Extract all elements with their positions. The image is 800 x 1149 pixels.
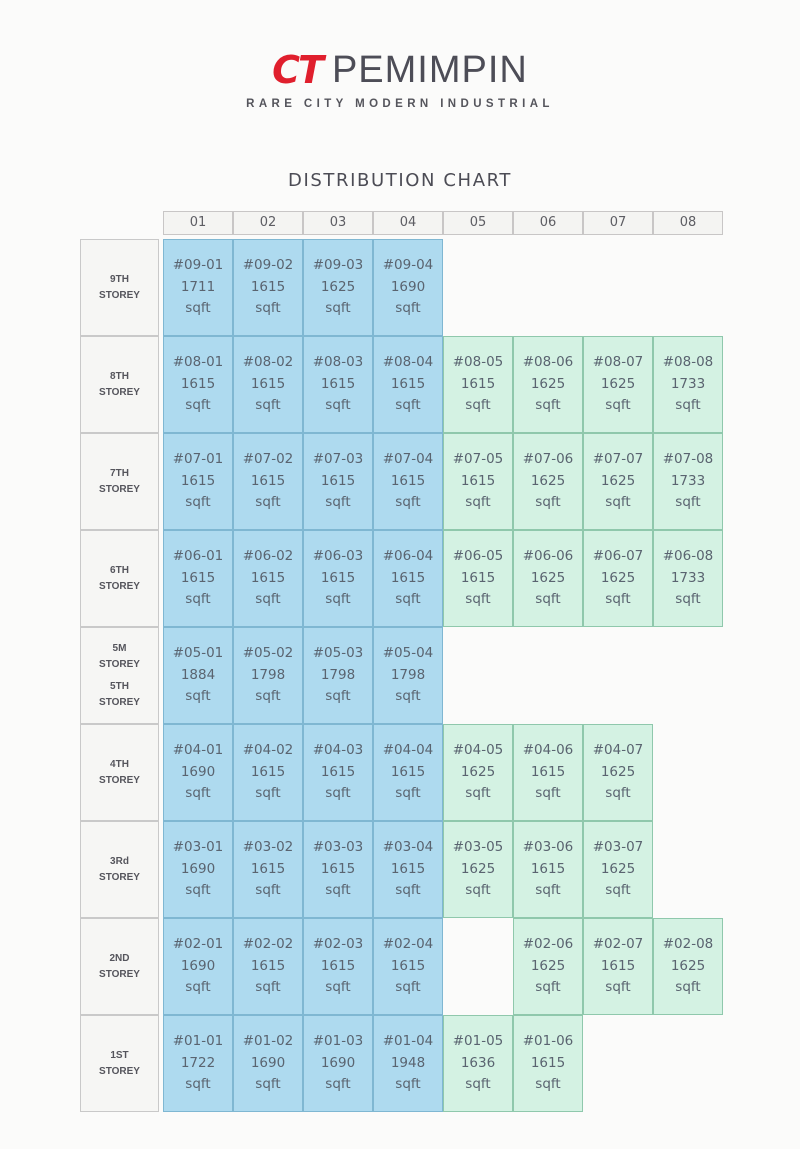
unit-area-label: sqft: [395, 882, 421, 899]
unit-cell: [513, 918, 583, 1015]
unit-cell: [233, 239, 303, 336]
unit-area-label: sqft: [185, 591, 211, 608]
unit-cell: [583, 433, 653, 530]
floor-label: [80, 1015, 159, 1112]
unit-area-label: sqft: [325, 882, 351, 899]
unit-id: #04-04: [382, 742, 434, 759]
unit-area-label: sqft: [535, 882, 561, 899]
unit-size: 1625: [600, 472, 636, 489]
unit-id: #09-04: [382, 257, 434, 274]
unit-cell: [303, 724, 373, 821]
unit-size: 1615: [250, 957, 286, 974]
unit-size: 1625: [320, 278, 356, 295]
unit-id: #07-03: [312, 451, 364, 468]
unit-size: 1798: [250, 666, 286, 683]
floor-label: [80, 433, 159, 530]
unit-id: #07-05: [452, 451, 504, 468]
unit-cell: [653, 530, 723, 627]
column-header-05: 05: [443, 211, 513, 235]
unit-size: 1615: [250, 375, 286, 392]
unit-area-label: sqft: [535, 979, 561, 996]
unit-area-label: sqft: [535, 1076, 561, 1093]
unit-cell: [233, 433, 303, 530]
unit-cell: [443, 821, 513, 918]
unit-area-label: sqft: [535, 397, 561, 414]
unit-area-label: sqft: [395, 591, 421, 608]
unit-area-label: sqft: [535, 494, 561, 511]
unit-size: 1615: [320, 957, 356, 974]
unit-cell: [233, 627, 303, 724]
unit-cell: [233, 918, 303, 1015]
unit-area-label: sqft: [605, 785, 631, 802]
unit-id: #07-06: [522, 451, 574, 468]
unit-area-label: sqft: [605, 979, 631, 996]
unit-id: #02-07: [592, 936, 644, 953]
unit-id: #06-06: [522, 548, 574, 565]
unit-size: 1733: [670, 569, 706, 586]
unit-cell: [373, 821, 443, 918]
unit-id: #03-02: [242, 839, 294, 856]
unit-size: 1625: [670, 957, 706, 974]
unit-size: 1625: [600, 375, 636, 392]
unit-id: #05-04: [382, 645, 434, 662]
unit-area-label: sqft: [395, 300, 421, 317]
floor-label-line: STOREY: [99, 1065, 140, 1077]
unit-id: #06-05: [452, 548, 504, 565]
unit-id: #01-03: [312, 1033, 364, 1050]
unit-id: #08-05: [452, 354, 504, 371]
floor-label-line: STOREY: [99, 774, 140, 786]
unit-id: #06-03: [312, 548, 364, 565]
unit-area-label: sqft: [325, 785, 351, 802]
unit-area-label: sqft: [255, 882, 281, 899]
unit-size: 1625: [530, 375, 566, 392]
unit-size: 1615: [180, 569, 216, 586]
unit-id: #03-05: [452, 839, 504, 856]
unit-size: 1615: [390, 569, 426, 586]
unit-id: #04-03: [312, 742, 364, 759]
unit-cell: [303, 821, 373, 918]
unit-area-label: sqft: [675, 591, 701, 608]
unit-size: 1615: [460, 569, 496, 586]
unit-id: #01-06: [522, 1033, 574, 1050]
unit-size: 1636: [460, 1054, 496, 1071]
unit-size: 1615: [180, 375, 216, 392]
unit-size: 1615: [460, 375, 496, 392]
unit-area-label: sqft: [185, 397, 211, 414]
unit-size: 1625: [530, 569, 566, 586]
unit-size: 1615: [390, 472, 426, 489]
unit-cell: [373, 918, 443, 1015]
floor-label-line: 3Rd: [110, 855, 129, 867]
floor-label-line: 6TH: [110, 564, 129, 576]
floor-label-line: 1ST: [110, 1049, 129, 1061]
floor-label: [80, 627, 159, 724]
unit-id: #07-02: [242, 451, 294, 468]
unit-id: #03-06: [522, 839, 574, 856]
floor-label: [80, 724, 159, 821]
unit-cell: [303, 1015, 373, 1112]
brand-tagline: RARE CITY MODERN INDUSTRIAL: [246, 98, 554, 110]
unit-cell: [163, 433, 233, 530]
unit-size: 1690: [250, 1054, 286, 1071]
floor-label: [80, 530, 159, 627]
unit-area-label: sqft: [395, 688, 421, 705]
unit-size: 1722: [180, 1054, 216, 1071]
unit-size: 1615: [250, 278, 286, 295]
unit-area-label: sqft: [395, 785, 421, 802]
unit-id: #03-01: [172, 839, 224, 856]
unit-cell: [163, 336, 233, 433]
column-header-06: 06: [513, 211, 583, 235]
unit-cell: [513, 821, 583, 918]
unit-cell: [373, 336, 443, 433]
unit-cell: [513, 1015, 583, 1112]
unit-cell: [443, 530, 513, 627]
floor-label: [80, 821, 159, 918]
unit-cell: [513, 724, 583, 821]
unit-area-label: sqft: [605, 591, 631, 608]
unit-cell: [163, 1015, 233, 1112]
unit-cell: [233, 821, 303, 918]
unit-id: #01-02: [242, 1033, 294, 1050]
unit-id: #07-07: [592, 451, 644, 468]
unit-id: #08-08: [662, 354, 714, 371]
unit-size: 1615: [250, 763, 286, 780]
unit-size: 1733: [670, 472, 706, 489]
unit-id: #03-04: [382, 839, 434, 856]
unit-id: #06-01: [172, 548, 224, 565]
unit-id: #04-01: [172, 742, 224, 759]
unit-cell: [163, 918, 233, 1015]
unit-cell: [373, 530, 443, 627]
unit-id: #06-02: [242, 548, 294, 565]
unit-area-label: sqft: [255, 591, 281, 608]
unit-cell: [233, 336, 303, 433]
unit-area-label: sqft: [255, 494, 281, 511]
unit-area-label: sqft: [465, 591, 491, 608]
unit-area-label: sqft: [185, 494, 211, 511]
unit-area-label: sqft: [325, 494, 351, 511]
brand-mark: CT: [272, 48, 322, 92]
unit-area-label: sqft: [185, 688, 211, 705]
unit-area-label: sqft: [255, 1076, 281, 1093]
unit-cell: [233, 724, 303, 821]
unit-id: #07-04: [382, 451, 434, 468]
unit-cell: [373, 239, 443, 336]
unit-id: #01-05: [452, 1033, 504, 1050]
unit-cell: [653, 336, 723, 433]
unit-cell: [163, 530, 233, 627]
unit-area-label: sqft: [605, 882, 631, 899]
unit-id: #09-03: [312, 257, 364, 274]
unit-size: 1615: [390, 375, 426, 392]
unit-id: #07-08: [662, 451, 714, 468]
unit-size: 1884: [180, 666, 216, 683]
unit-cell: [303, 239, 373, 336]
unit-area-label: sqft: [185, 882, 211, 899]
unit-cell: [583, 918, 653, 1015]
unit-size: 1615: [320, 472, 356, 489]
unit-cell: [653, 918, 723, 1015]
unit-size: 1625: [600, 860, 636, 877]
column-header-02: 02: [233, 211, 303, 235]
unit-size: 1615: [390, 860, 426, 877]
unit-id: #02-06: [522, 936, 574, 953]
unit-size: 1711: [180, 278, 216, 295]
unit-area-label: sqft: [675, 979, 701, 996]
unit-id: #06-08: [662, 548, 714, 565]
unit-cell: [583, 336, 653, 433]
floor-label: [80, 336, 159, 433]
unit-cell: [233, 1015, 303, 1112]
unit-cell: [583, 530, 653, 627]
unit-area-label: sqft: [325, 1076, 351, 1093]
unit-size: 1690: [320, 1054, 356, 1071]
unit-cell: [303, 918, 373, 1015]
unit-id: #08-01: [172, 354, 224, 371]
unit-size: 1615: [390, 957, 426, 974]
unit-area-label: sqft: [325, 591, 351, 608]
unit-area-label: sqft: [325, 397, 351, 414]
unit-size: 1625: [460, 763, 496, 780]
unit-size: 1615: [320, 763, 356, 780]
unit-cell: [513, 336, 583, 433]
unit-id: #02-03: [312, 936, 364, 953]
floor-label-line: 2ND: [109, 952, 130, 964]
floor-label: [80, 239, 159, 336]
unit-id: #02-08: [662, 936, 714, 953]
unit-cell: [443, 724, 513, 821]
unit-id: #03-03: [312, 839, 364, 856]
unit-id: #01-04: [382, 1033, 434, 1050]
unit-size: 1948: [390, 1054, 426, 1071]
unit-area-label: sqft: [605, 494, 631, 511]
floor-label-line: STOREY: [99, 658, 140, 670]
floor-label-line: 5M: [112, 642, 127, 654]
column-header-03: 03: [303, 211, 373, 235]
unit-area-label: sqft: [675, 494, 701, 511]
unit-size: 1615: [250, 569, 286, 586]
floor-label-line: 4TH: [110, 758, 129, 770]
unit-area-label: sqft: [325, 300, 351, 317]
floor-label-line: STOREY: [99, 483, 140, 495]
column-header-07: 07: [583, 211, 653, 235]
floor-label-line: 5TH: [110, 680, 129, 692]
unit-cell: [303, 530, 373, 627]
unit-area-label: sqft: [675, 397, 701, 414]
unit-area-label: sqft: [465, 1076, 491, 1093]
unit-id: #04-02: [242, 742, 294, 759]
unit-area-label: sqft: [465, 494, 491, 511]
unit-cell: [233, 530, 303, 627]
unit-cell: [163, 821, 233, 918]
unit-size: 1615: [320, 569, 356, 586]
unit-area-label: sqft: [325, 979, 351, 996]
floor-label-line: STOREY: [99, 386, 140, 398]
unit-id: #03-07: [592, 839, 644, 856]
unit-cell: [373, 433, 443, 530]
unit-id: #08-06: [522, 354, 574, 371]
unit-cell: [303, 627, 373, 724]
unit-area-label: sqft: [255, 785, 281, 802]
unit-size: 1798: [320, 666, 356, 683]
unit-area-label: sqft: [605, 397, 631, 414]
floor-label-line: 7TH: [110, 467, 129, 479]
unit-area-label: sqft: [535, 785, 561, 802]
unit-size: 1615: [530, 763, 566, 780]
unit-cell: [513, 433, 583, 530]
unit-cell: [163, 724, 233, 821]
floor-label: [80, 918, 159, 1015]
unit-size: 1690: [180, 860, 216, 877]
unit-size: 1615: [180, 472, 216, 489]
unit-id: #07-01: [172, 451, 224, 468]
unit-cell: [513, 530, 583, 627]
unit-size: 1615: [250, 472, 286, 489]
unit-cell: [303, 433, 373, 530]
unit-size: 1615: [320, 375, 356, 392]
unit-cell: [163, 239, 233, 336]
unit-size: 1690: [180, 763, 216, 780]
unit-size: 1690: [390, 278, 426, 295]
brand-name: PEMIMPIN: [331, 48, 528, 91]
floor-label-line: STOREY: [99, 968, 140, 980]
column-header-01: 01: [163, 211, 233, 235]
unit-size: 1690: [180, 957, 216, 974]
unit-id: #09-02: [242, 257, 294, 274]
unit-id: #02-04: [382, 936, 434, 953]
unit-size: 1615: [600, 957, 636, 974]
floor-label-line: STOREY: [99, 289, 140, 301]
unit-size: 1798: [390, 666, 426, 683]
unit-id: #08-04: [382, 354, 434, 371]
unit-area-label: sqft: [325, 688, 351, 705]
unit-area-label: sqft: [255, 688, 281, 705]
unit-id: #05-03: [312, 645, 364, 662]
unit-cell: [373, 627, 443, 724]
floor-label-line: STOREY: [99, 871, 140, 883]
unit-area-label: sqft: [185, 300, 211, 317]
unit-area-label: sqft: [465, 882, 491, 899]
floor-label-line: 8TH: [110, 370, 129, 382]
unit-id: #05-02: [242, 645, 294, 662]
column-header-08: 08: [653, 211, 723, 235]
unit-area-label: sqft: [395, 494, 421, 511]
floor-label-line: 9TH: [110, 273, 129, 285]
unit-size: 1615: [320, 860, 356, 877]
unit-size: 1615: [250, 860, 286, 877]
unit-id: #06-04: [382, 548, 434, 565]
unit-id: #08-02: [242, 354, 294, 371]
unit-id: #04-06: [522, 742, 574, 759]
unit-id: #01-01: [172, 1033, 224, 1050]
unit-size: 1615: [390, 763, 426, 780]
unit-area-label: sqft: [395, 979, 421, 996]
unit-size: 1625: [600, 569, 636, 586]
unit-id: #05-01: [172, 645, 224, 662]
unit-size: 1625: [460, 860, 496, 877]
column-header-04: 04: [373, 211, 443, 235]
unit-cell: [303, 336, 373, 433]
unit-area-label: sqft: [465, 397, 491, 414]
unit-size: 1625: [530, 472, 566, 489]
unit-area-label: sqft: [255, 979, 281, 996]
unit-size: 1733: [670, 375, 706, 392]
unit-cell: [583, 724, 653, 821]
unit-cell: [443, 1015, 513, 1112]
unit-area-label: sqft: [255, 397, 281, 414]
unit-id: #06-07: [592, 548, 644, 565]
unit-area-label: sqft: [395, 1076, 421, 1093]
unit-size: 1615: [460, 472, 496, 489]
unit-id: #02-02: [242, 936, 294, 953]
unit-area-label: sqft: [255, 300, 281, 317]
unit-size: 1615: [530, 860, 566, 877]
unit-id: #08-07: [592, 354, 644, 371]
unit-area-label: sqft: [465, 785, 491, 802]
floor-label-line: STOREY: [99, 696, 140, 708]
unit-size: 1615: [530, 1054, 566, 1071]
unit-area-label: sqft: [395, 397, 421, 414]
unit-cell: [653, 433, 723, 530]
unit-area-label: sqft: [535, 591, 561, 608]
unit-cell: [163, 627, 233, 724]
unit-id: #08-03: [312, 354, 364, 371]
unit-cell: [373, 1015, 443, 1112]
unit-id: #02-01: [172, 936, 224, 953]
unit-cell: [373, 724, 443, 821]
unit-area-label: sqft: [185, 785, 211, 802]
unit-area-label: sqft: [185, 979, 211, 996]
unit-id: #09-01: [172, 257, 224, 274]
unit-cell: [583, 821, 653, 918]
unit-id: #04-07: [592, 742, 644, 759]
unit-area-label: sqft: [185, 1076, 211, 1093]
page-title: DISTRIBUTION CHART: [288, 170, 512, 191]
floor-label-line: STOREY: [99, 580, 140, 592]
unit-cell: [443, 433, 513, 530]
unit-id: #04-05: [452, 742, 504, 759]
unit-cell: [443, 336, 513, 433]
unit-size: 1625: [600, 763, 636, 780]
unit-size: 1625: [530, 957, 566, 974]
